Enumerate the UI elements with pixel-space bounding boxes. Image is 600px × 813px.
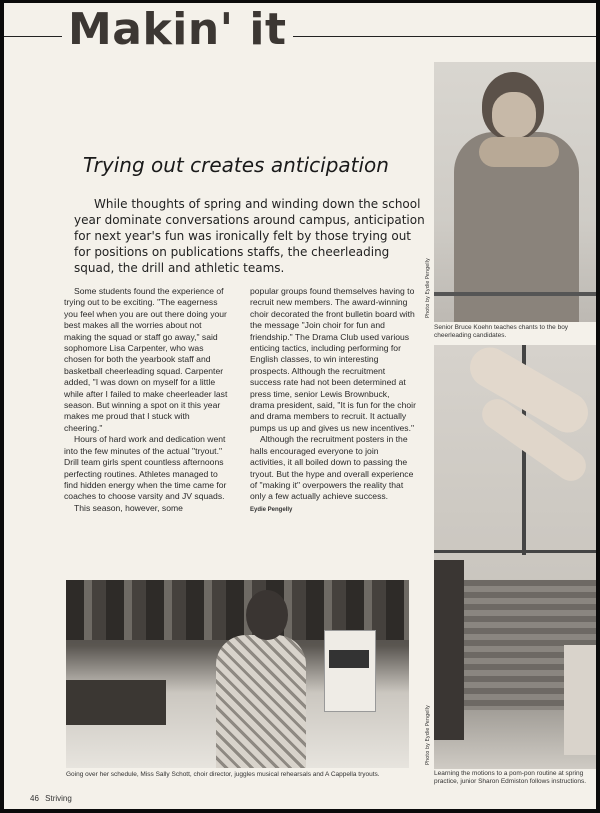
title-rule-right (259, 36, 596, 37)
body-paragraph: Although the recruitment posters in the halls encouraged everyone to join activities, it all boiled down to passing the tryout. But the hype and overall experience of "making it" overpowers the reality that only a few actually achieve success. (250, 434, 414, 502)
body-paragraph: Hours of hard work and dedication went into the few minutes of the actual "tryout." Drill team girls spent countless afternoons perfecting routines. Athletes managed to find hidden energy when the time came for coaches to choose varsity and JV squads. (64, 434, 227, 502)
page-title: Makin' it (62, 5, 293, 55)
caption-bottom-photo: Going over her schedule, Miss Sally Schott, choir director, juggles musical rehearsals and A Cappella tryouts. (66, 771, 380, 778)
photo-pompon-practice (434, 345, 596, 769)
article-subhead: Trying out creates anticipation (83, 153, 389, 177)
photo-figure-right (564, 645, 596, 755)
photo-director-figure (216, 635, 306, 768)
photo-choir-director (66, 580, 409, 768)
caption-top-photo: Senior Bruce Koehn teaches chants to the boy cheerleading candidates. (434, 324, 569, 339)
photo-poster (324, 630, 376, 712)
section-name: Striving (45, 794, 72, 803)
body-paragraph: This season, however, some (74, 502, 183, 513)
caption-right-photo: Learning the motions to a pom-pon routine at spring practice, junior Sharon Edmiston follows instructions. (434, 770, 587, 785)
photo-credit-top: Photo by Eydie Pengelly (425, 258, 431, 318)
article-intro: While thoughts of spring and winding down the school year dominate conversations around campus, anticipation for next year's fun was ironically felt by those trying out for positions on publications staffs, the cheerleading squad, the drill and athletic teams. (74, 197, 425, 275)
body-column-2 (250, 286, 416, 516)
photo-wall-line (434, 550, 596, 553)
photo-record-player (66, 680, 166, 725)
photo-director-head (246, 590, 288, 640)
photo-figure-left (434, 560, 464, 740)
article-byline: Eydie Pengelly (250, 506, 293, 513)
photo-figure-arms (479, 137, 559, 167)
page-footer (30, 794, 76, 803)
body-paragraph: popular groups found themselves having to recruit new members. The award-winning choir decorated the front bulletin board with the message "Join choir for fun and friendship." The Drama Club used various enticing tactics, including performing for English classes, to win interesting prospects. Although the recruitment success rate had not been determined at press time, senior Lewis Brownbuck, drama president, said, "It is fun for the choir and drama members to recruit. It actually pumps us up and gives us new incentives." (250, 286, 416, 433)
body-paragraph: Some students found the experience of trying out to be exciting. "The eagerness you feel when you are out there doing your best makes all the worries about not making the squad or staff go away," said sophomore Lisa Carpenter, who was chosen for both the yearbook staff and basketball cheerleading squad. Carpenter added, "I was down on myself for a little while after I failed to make cheerleader last season. But winning a spot on it this year makes me proud that I stuck with cheering." (64, 286, 228, 433)
page-number: 46 (30, 794, 39, 803)
title-rule-left (4, 36, 64, 37)
photo-cheer-instructor (434, 62, 596, 322)
yearbook-page (4, 3, 596, 809)
body-column-1 (64, 286, 230, 514)
photo-wall-stripe (434, 292, 596, 296)
photo-poster-image (329, 650, 369, 668)
photo-figure-face (492, 92, 536, 138)
photo-credit-right: Photo by Eydie Pengelly (425, 705, 431, 765)
